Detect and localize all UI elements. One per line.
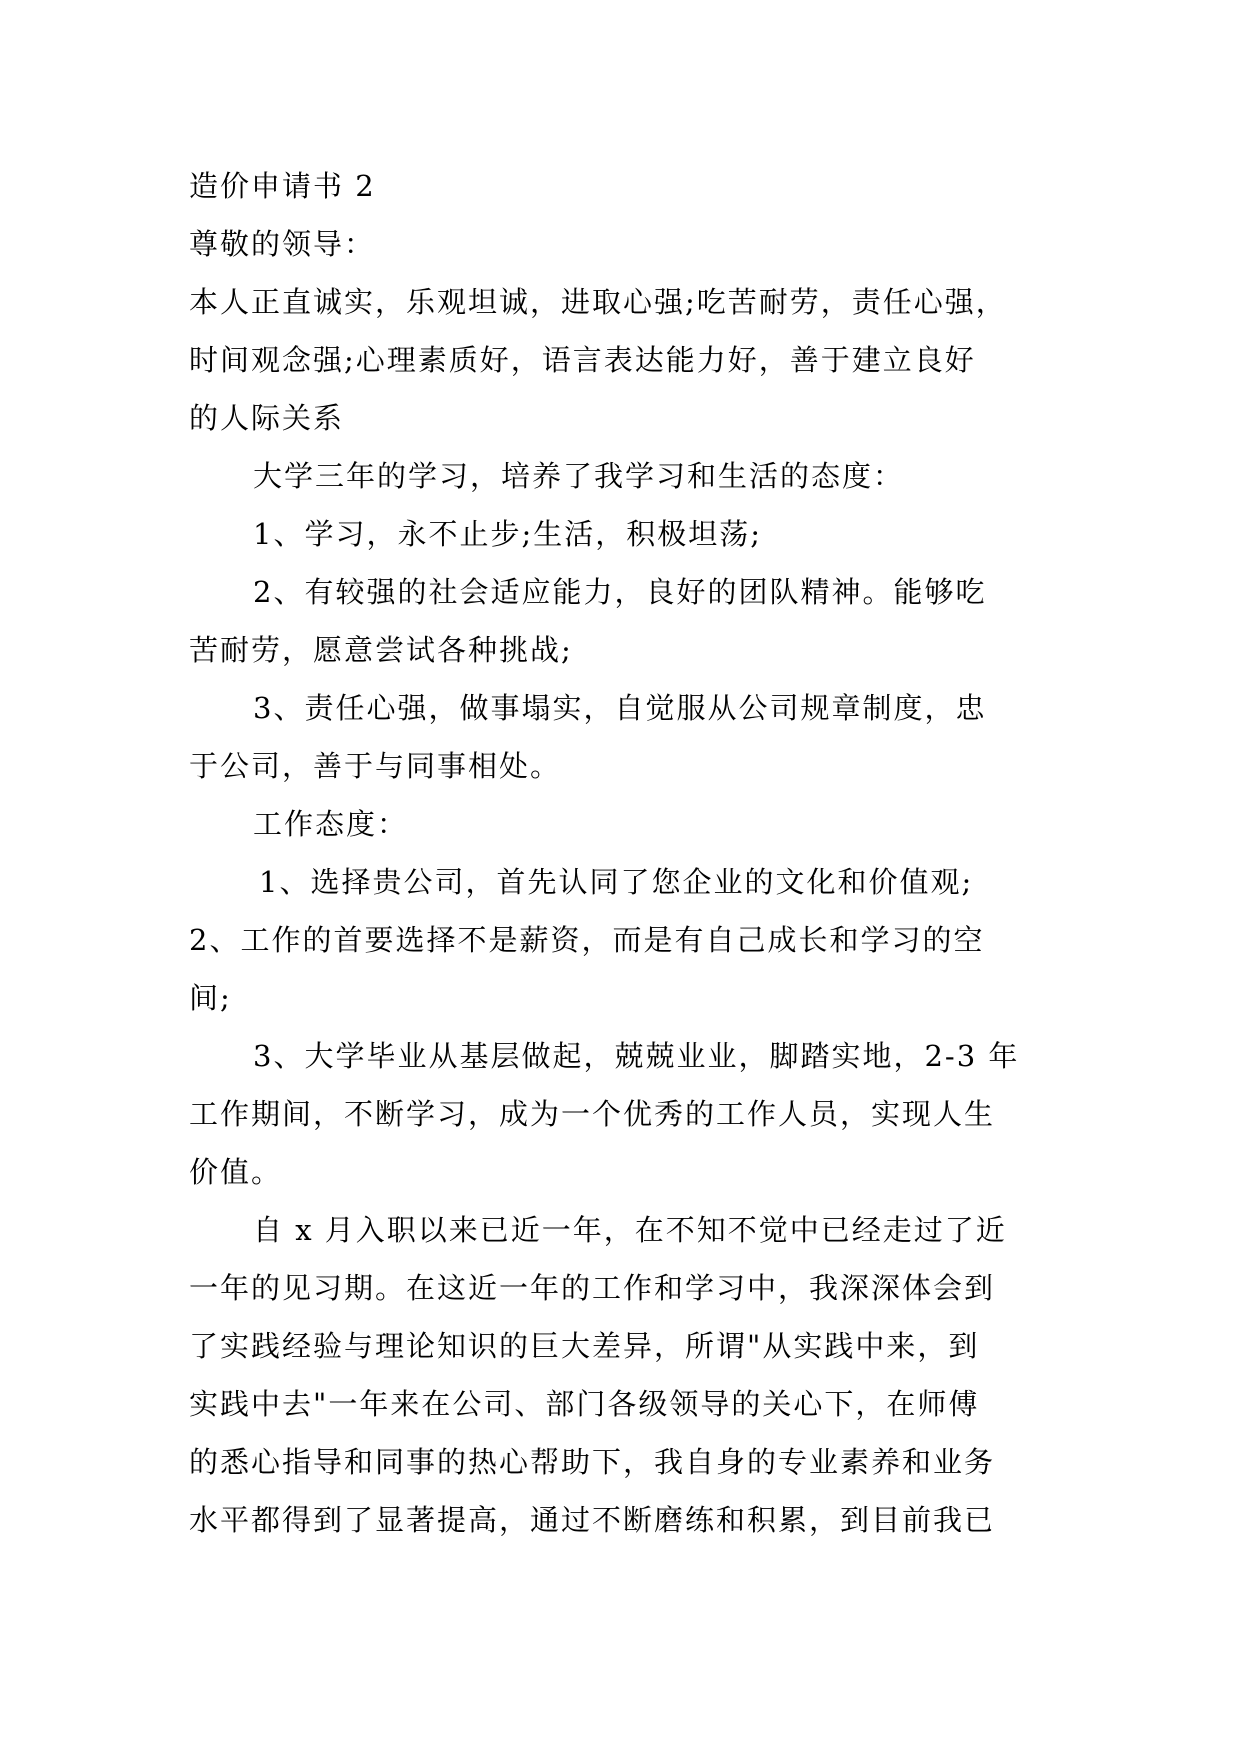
text-line: 2、工作的首要选择不是薪资，而是有自己成长和学习的空 (189, 923, 985, 957)
text-line: 时间观念强;心理素质好，语言表达能力好，善于建立良好 (189, 343, 976, 377)
text-line: 价值。 (189, 1155, 283, 1189)
text-line: 1、学习，永不止步;生活，积极坦荡; (253, 517, 762, 551)
salutation: 尊敬的领导： (189, 227, 376, 261)
text-line: 大学三年的学习，培养了我学习和生活的态度： (253, 459, 905, 493)
text-line: 自 x 月入职以来已近一年，在不知不觉中已经走过了近 (253, 1213, 1007, 1247)
text-line: 3、责任心强，做事塌实，自觉服从公司规章制度，忠 (253, 691, 987, 725)
text-line: 3、大学毕业从基层做起，兢兢业业，脚踏实地，2-3 年 (253, 1039, 1020, 1073)
text-line: 于公司，善于与同事相处。 (189, 749, 562, 783)
text-line: 间; (189, 981, 232, 1015)
text-line: 一年的见习期。在这近一年的工作和学习中，我深深体会到 (189, 1271, 996, 1305)
text-line: 了实践经验与理论知识的巨大差异，所谓"从实践中来，到 (189, 1329, 980, 1363)
text-line: 2、有较强的社会适应能力，良好的团队精神。能够吃 (253, 575, 987, 609)
text-line: 1、选择贵公司，首先认同了您企业的文化和价值观; (259, 865, 974, 899)
text-line: 工作期间，不断学习，成为一个优秀的工作人员，实现人生 (189, 1097, 996, 1131)
document-title: 造价申请书 2 (189, 169, 376, 203)
text-line: 实践中去"一年来在公司、部门各级领导的关心下，在师傅 (189, 1387, 980, 1421)
text-line: 苦耐劳，愿意尝试各种挑战; (189, 633, 573, 667)
text-line: 水平都得到了显著提高，通过不断磨练和积累，到目前我已 (189, 1503, 996, 1537)
section-heading: 工作态度： (253, 807, 409, 841)
text-line: 的人际关系 (189, 401, 345, 435)
text-line: 的悉心指导和同事的热心帮助下，我自身的专业素养和业务 (189, 1445, 996, 1479)
text-line: 本人正直诚实，乐观坦诚，进取心强;吃苦耐劳，责任心强， (189, 285, 1007, 319)
